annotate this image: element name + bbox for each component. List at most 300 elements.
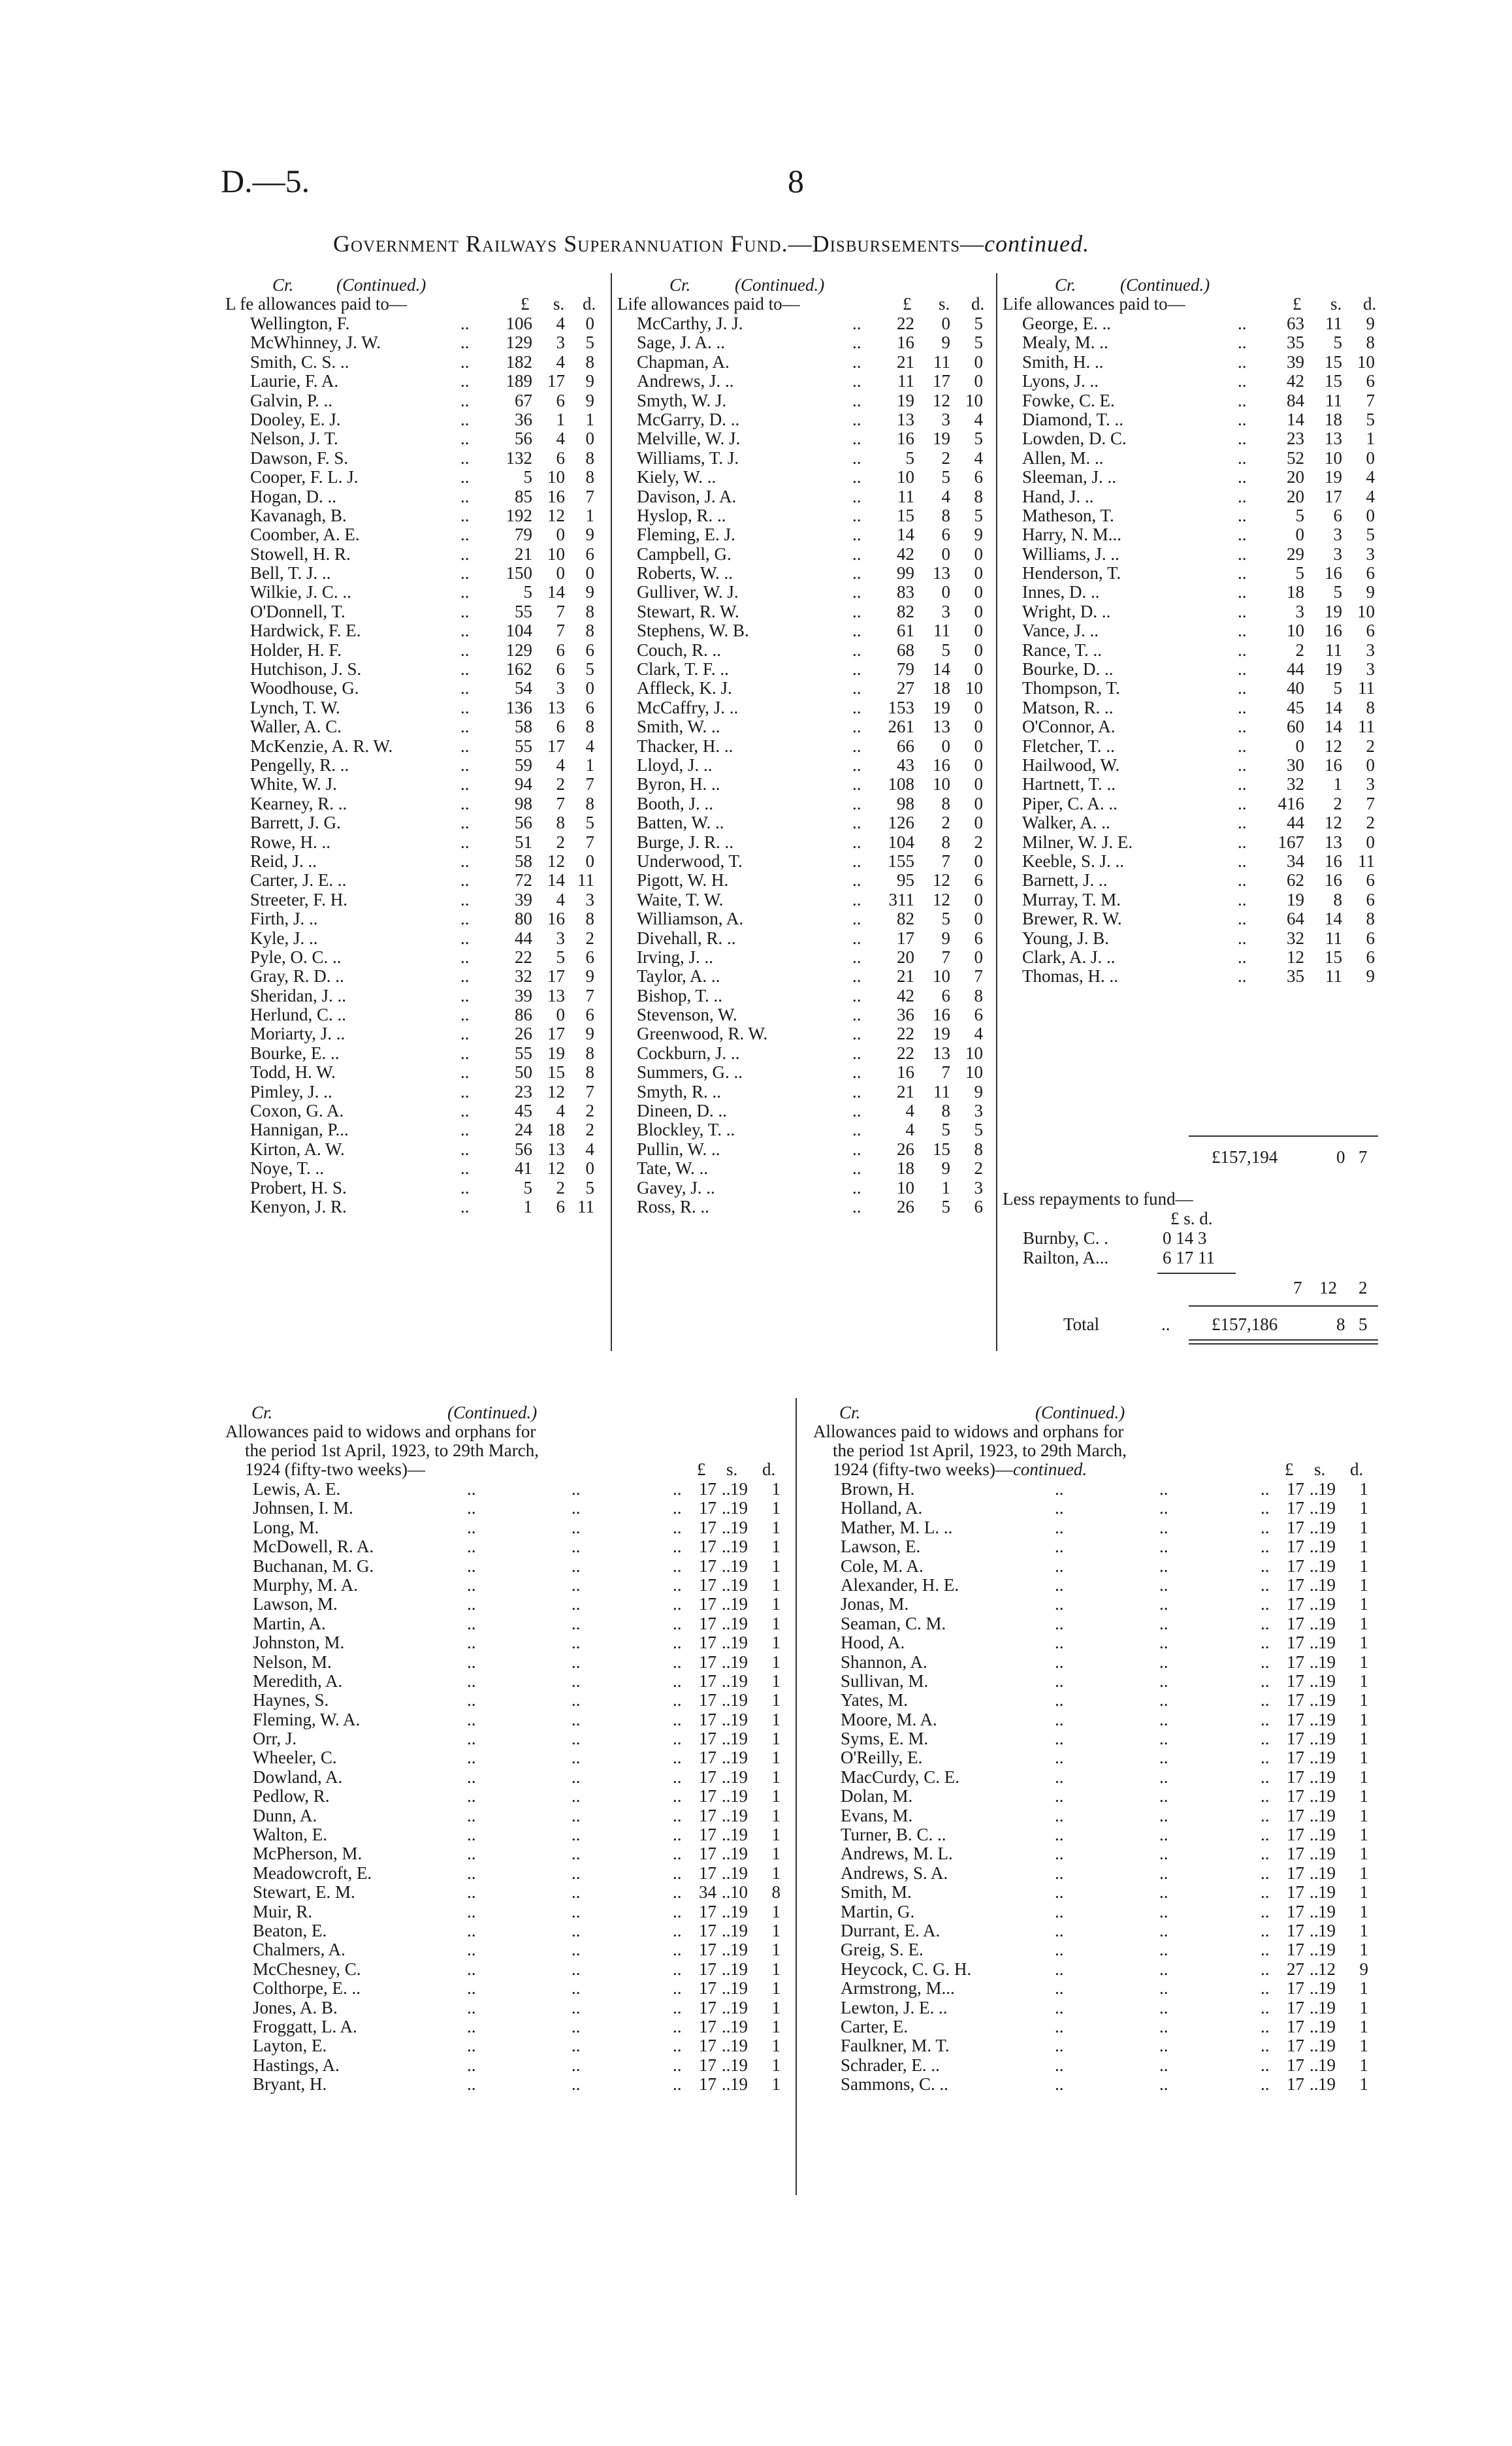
payee-name: Dawson, F. S. — [250, 448, 349, 468]
leader-dots: .. — [1310, 1940, 1319, 1960]
ledger-row — [225, 468, 604, 487]
amount-shillings: 14 — [933, 659, 950, 679]
amount-pounds: 94 — [515, 774, 532, 794]
amount-pounds: 62 — [1287, 870, 1304, 890]
amount-pence: 1 — [771, 1959, 780, 1979]
leader-dots: .. — [1261, 1517, 1270, 1537]
leader-dots: .. — [467, 2036, 476, 2056]
amount-pence: 9 — [974, 1081, 983, 1101]
amount-pence: 1 — [1359, 1633, 1368, 1653]
leader-dots: .. — [673, 1594, 682, 1614]
amount-pence: 0 — [974, 774, 983, 794]
amount-shillings: 6 — [1333, 505, 1342, 525]
amount-pounds: 43 — [897, 755, 914, 775]
ledger-row — [1003, 429, 1381, 448]
life-allowances-heading: Life allowances paid to— — [617, 294, 800, 314]
leader-dots: .. — [722, 1786, 731, 1806]
ledger-row — [617, 1063, 989, 1082]
payee-name: Colthorpe, E. .. — [253, 1978, 361, 1998]
leader-dots: .. — [467, 1978, 476, 1998]
amount-shillings: 19 — [730, 1517, 748, 1537]
amount-shillings: 19 — [730, 1479, 748, 1499]
ledger-row — [225, 1537, 794, 1556]
amount-shillings: 16 — [1325, 851, 1342, 871]
amount-shillings: 17 — [1325, 486, 1342, 506]
amount-shillings: 2 — [1333, 793, 1342, 813]
payee-name: Hogan, D. .. — [250, 486, 336, 506]
payee-name: Bryant, H. — [253, 2074, 327, 2095]
amount-pounds: 10 — [1287, 621, 1304, 641]
amount-pounds: 21 — [897, 351, 914, 372]
amount-shillings: 17 — [547, 966, 565, 987]
amount-pence: 11 — [1358, 678, 1375, 698]
amount-pounds: 11 — [897, 486, 914, 506]
ledger-row — [225, 756, 604, 775]
leader-dots: .. — [571, 1997, 581, 2017]
amount-pounds: 42 — [897, 985, 914, 1005]
payee-name: Mather, M. L. .. — [841, 1517, 953, 1537]
amount-pence: 9 — [974, 525, 983, 545]
ledger-row — [225, 1921, 794, 1940]
leader-dots: .. — [1238, 448, 1247, 468]
leader-dots: .. — [460, 544, 470, 564]
payee-name: Pullin, W. .. — [637, 1139, 720, 1159]
ledger-row — [225, 506, 604, 525]
leader-dots: .. — [1238, 697, 1247, 717]
leader-dots: .. — [722, 1863, 731, 1883]
payee-name: Meredith, A. — [253, 1671, 343, 1691]
leader-dots: .. — [467, 1479, 476, 1499]
amount-shillings: 4 — [556, 429, 565, 449]
leader-dots: .. — [1055, 1997, 1064, 2017]
ledger-row — [617, 641, 989, 660]
payee-name: Roberts, W. .. — [637, 563, 733, 583]
payee-name: Tate, W. .. — [637, 1158, 709, 1179]
leader-dots: .. — [571, 1920, 581, 1940]
leader-dots: .. — [852, 832, 861, 852]
amount-shillings: 10 — [730, 1882, 748, 1902]
amount-pence: 1 — [771, 1767, 780, 1787]
cr-label: Cr. — [1055, 275, 1076, 295]
leader-dots: .. — [722, 1882, 731, 1902]
leader-dots: .. — [852, 1043, 861, 1063]
amount-shillings: 12 — [1325, 736, 1342, 756]
ledger-row — [617, 660, 989, 679]
total-double-rule — [1189, 1339, 1378, 1341]
leader-dots: .. — [1159, 1920, 1168, 1940]
payee-name: Pengelly, R. .. — [250, 755, 349, 775]
total-label: Total — [1063, 1314, 1100, 1334]
leader-dots: .. — [1238, 909, 1247, 929]
payee-name: Thacker, H. .. — [637, 736, 733, 756]
amount-shillings: 19 — [1318, 1556, 1336, 1576]
ledger-row — [225, 429, 604, 448]
amount-pounds: 27 — [897, 678, 914, 698]
payee-name: Barrett, J. G. — [250, 813, 341, 833]
leader-dots: .. — [1159, 1844, 1168, 1864]
pence-header: d. — [1363, 294, 1377, 314]
leader-dots: .. — [673, 1959, 682, 1979]
ledger-row — [1003, 372, 1381, 391]
amount-pounds: 82 — [897, 909, 914, 929]
amount-pounds: 12 — [1287, 947, 1304, 967]
amount-pence: 6 — [585, 697, 594, 717]
payee-name: Cockburn, J. .. — [637, 1043, 740, 1063]
payee-name: Hardwick, F. E. — [250, 621, 361, 641]
ledger-row — [617, 775, 989, 794]
amount-pounds: 98 — [897, 793, 914, 813]
amount-pounds: 17 — [699, 1574, 716, 1595]
amount-shillings: 19 — [730, 1574, 748, 1595]
amount-pounds: 5 — [523, 467, 532, 487]
leader-dots: .. — [460, 582, 470, 602]
ledger-row — [1003, 737, 1381, 756]
amount-pence: 6 — [1366, 889, 1375, 909]
leader-dots: .. — [571, 2036, 581, 2056]
amount-shillings: 19 — [547, 1043, 565, 1063]
repayments-pence: 2 — [1359, 1278, 1368, 1297]
amount-pence: 6 — [1366, 870, 1375, 890]
amount-pence: 1 — [1359, 2074, 1368, 2095]
amount-pounds: 17 — [699, 2055, 716, 2075]
leader-dots: .. — [852, 889, 861, 909]
leader-dots: .. — [1261, 1844, 1270, 1864]
leader-dots: .. — [722, 1709, 731, 1729]
amount-pence: 5 — [585, 1177, 594, 1198]
life-allowances-heading: L fe allowances paid to— — [225, 294, 407, 314]
amount-pounds: 17 — [1287, 1594, 1304, 1614]
amount-shillings: 19 — [1318, 1613, 1336, 1633]
amount-shillings: 13 — [1325, 429, 1342, 449]
amount-shillings: 12 — [933, 889, 950, 909]
leader-dots: .. — [852, 351, 861, 372]
payee-name: Heycock, C. G. H. — [841, 1959, 972, 1979]
ledger-row — [813, 1960, 1381, 1979]
leader-dots: .. — [722, 1690, 731, 1710]
payee-name: Froggatt, L. A. — [253, 2016, 357, 2036]
amount-pence: 0 — [585, 563, 594, 583]
amount-pounds: 17 — [1287, 1940, 1304, 1960]
ledger-row — [225, 1140, 604, 1159]
leader-dots: .. — [1261, 1671, 1270, 1691]
leader-dots: .. — [1159, 1556, 1168, 1576]
amount-shillings: 19 — [1318, 1574, 1336, 1595]
amount-pounds: 58 — [515, 851, 532, 871]
ledger-row — [225, 1768, 794, 1787]
amount-shillings: 15 — [1325, 351, 1342, 372]
amount-shillings: 7 — [556, 601, 565, 621]
amount-shillings: 5 — [556, 947, 565, 967]
amount-shillings: 11 — [1325, 928, 1342, 948]
leader-dots: .. — [1238, 601, 1247, 621]
amount-pence: 1 — [1359, 1517, 1368, 1537]
leader-dots: .. — [1055, 1556, 1064, 1576]
life-allowances-column-1 — [225, 276, 604, 1216]
amount-pence: 2 — [585, 928, 594, 948]
ledger-row — [813, 1806, 1381, 1825]
amount-pence: 7 — [585, 486, 594, 506]
amount-pence: 4 — [974, 1024, 983, 1044]
ledger-row — [225, 775, 604, 794]
ledger-row — [813, 1499, 1381, 1518]
amount-shillings: 19 — [730, 1844, 748, 1864]
amount-pence: 8 — [1366, 697, 1375, 717]
ledger-row — [225, 391, 604, 410]
leader-dots: .. — [722, 1805, 731, 1825]
payee-name: Lloyd, J. .. — [637, 755, 713, 775]
amount-shillings: 19 — [1318, 1863, 1336, 1883]
leader-dots: .. — [1055, 1978, 1064, 1998]
leader-dots: .. — [852, 947, 861, 967]
amount-pence: 1 — [771, 1729, 780, 1749]
leader-dots: .. — [460, 851, 470, 871]
amount-shillings: 10 — [1325, 448, 1342, 468]
leader-dots: .. — [1261, 1729, 1270, 1749]
leader-dots: .. — [1238, 678, 1247, 698]
leader-dots: .. — [673, 2074, 682, 2095]
amount-pounds: 52 — [1287, 448, 1304, 468]
payee-name: Pedlow, R. — [253, 1786, 330, 1806]
amount-pence: 3 — [1366, 544, 1375, 564]
amount-shillings: 19 — [730, 1652, 748, 1672]
amount-pounds: 17 — [699, 1633, 716, 1653]
amount-shillings: 19 — [933, 429, 950, 449]
amount-shillings: 19 — [1318, 1652, 1336, 1672]
amount-pounds: 17 — [1287, 2016, 1304, 2036]
ledger-row — [1003, 487, 1381, 506]
payee-name: Wright, D. .. — [1022, 601, 1111, 621]
amount-pence: 0 — [974, 793, 983, 813]
amount-pence: 0 — [974, 697, 983, 717]
leader-dots: .. — [1261, 2055, 1270, 2075]
heading-line-2: the period 1st April, 1923, to 29th March, — [833, 1441, 1127, 1460]
leader-dots: .. — [1310, 1767, 1319, 1787]
payee-name: Dowland, A. — [253, 1767, 343, 1787]
payee-name: Hastings, A. — [253, 2055, 340, 2075]
amount-pounds: 17 — [699, 1997, 716, 2017]
amount-shillings: 19 — [730, 1920, 748, 1940]
amount-pence: 2 — [974, 1158, 983, 1179]
amount-pounds: 45 — [515, 1101, 532, 1121]
amount-shillings: 13 — [547, 1139, 565, 1159]
ledger-row — [813, 2017, 1381, 2036]
payee-name: Wilkie, J. C. .. — [250, 582, 351, 602]
amount-pounds: 17 — [1287, 1652, 1304, 1672]
amount-pence: 8 — [1366, 909, 1375, 929]
leader-dots: .. — [1238, 870, 1247, 890]
payee-name: O'Reilly, E. — [841, 1748, 923, 1768]
amount-pounds: 132 — [506, 448, 532, 468]
leader-dots: .. — [1310, 1978, 1319, 1998]
amount-shillings: 14 — [1325, 909, 1342, 929]
amount-pence: 0 — [974, 621, 983, 641]
amount-pence: 1 — [771, 1805, 780, 1825]
leader-dots: .. — [722, 1825, 731, 1845]
amount-shillings: 19 — [730, 1633, 748, 1653]
payee-name: Wellington, F. — [250, 314, 350, 333]
amount-pence: 8 — [585, 717, 594, 737]
ledger-row — [225, 1960, 794, 1979]
amount-pounds: 17 — [699, 1594, 716, 1614]
amount-pounds: 17 — [699, 1709, 716, 1729]
amount-pounds: 17 — [1287, 1978, 1304, 1998]
leader-dots: .. — [571, 1709, 581, 1729]
payee-name: McDowell, R. A. — [253, 1537, 374, 1557]
amount-pounds: 17 — [699, 2036, 716, 2056]
amount-shillings: 5 — [1333, 678, 1342, 698]
payee-name: Lowden, D. C. — [1022, 429, 1127, 449]
ledger-row — [1003, 564, 1381, 583]
leader-dots: .. — [722, 1940, 731, 1960]
leader-dots: .. — [1159, 1709, 1168, 1729]
leader-dots: .. — [673, 1709, 682, 1729]
amount-pence: 0 — [1366, 832, 1375, 852]
payee-name: McKenzie, A. R. W. — [250, 736, 393, 756]
amount-pounds: 17 — [1287, 1863, 1304, 1883]
amount-pounds: 261 — [888, 717, 914, 737]
ledger-row — [813, 1537, 1381, 1556]
amount-shillings: 4 — [556, 889, 565, 909]
leader-dots: .. — [852, 755, 861, 775]
amount-pence: 0 — [585, 678, 594, 698]
leader-dots: .. — [722, 2036, 731, 2056]
amount-shillings: 19 — [1318, 1767, 1336, 1787]
amount-pounds: 44 — [1287, 659, 1304, 679]
amount-pence: 1 — [1359, 1498, 1368, 1518]
leader-dots: .. — [852, 601, 861, 621]
amount-pounds: 68 — [897, 640, 914, 660]
amount-pence: 6 — [974, 1005, 983, 1025]
amount-pence: 9 — [585, 966, 594, 987]
leader-dots: .. — [1310, 1556, 1319, 1576]
amount-pounds: 16 — [897, 429, 914, 449]
payee-name: McGarry, D. .. — [637, 409, 740, 429]
amount-pounds: 64 — [1287, 909, 1304, 929]
leader-dots: .. — [722, 1978, 731, 1998]
leader-dots: .. — [852, 966, 861, 987]
leader-dots: .. — [467, 1805, 476, 1825]
leader-dots: .. — [1310, 2016, 1319, 2036]
payee-name: Lewton, J. E. .. — [841, 1997, 948, 2017]
amount-shillings: 15 — [1325, 947, 1342, 967]
payee-name: Kavanagh, B. — [250, 505, 347, 525]
leader-dots: .. — [852, 736, 861, 756]
ledger-row — [813, 1844, 1381, 1863]
leader-dots: .. — [467, 1517, 476, 1537]
leader-dots: .. — [673, 2016, 682, 2036]
amount-pence: 1 — [1359, 1537, 1368, 1557]
leader-dots: .. — [852, 314, 861, 333]
amount-pounds: 20 — [897, 947, 914, 967]
ledger-row — [813, 1576, 1381, 1595]
amount-shillings: 19 — [1318, 2055, 1336, 2075]
leader-dots: .. — [1055, 1805, 1064, 1825]
amount-pounds: 39 — [1287, 351, 1304, 372]
leader-dots: .. — [1159, 1863, 1168, 1883]
ledger-row — [225, 871, 604, 890]
ledger-row — [225, 929, 604, 948]
amount-pence: 2 — [585, 1120, 594, 1140]
leader-dots: .. — [1310, 1805, 1319, 1825]
payee-name: Thompson, T. — [1022, 678, 1120, 698]
amount-pounds: 311 — [888, 889, 914, 909]
ledger-row — [617, 314, 989, 333]
amount-shillings: 7 — [941, 851, 950, 871]
leader-dots: .. — [1055, 2016, 1064, 2036]
column-divider — [611, 273, 612, 1351]
amount-pence: 5 — [974, 1120, 983, 1140]
amount-shillings: 1 — [1333, 774, 1342, 794]
amount-pence: 9 — [1359, 1959, 1368, 1979]
leader-dots: .. — [460, 717, 470, 737]
ledger-row — [813, 1825, 1381, 1844]
amount-pence: 1 — [1366, 429, 1375, 449]
leader-dots: .. — [722, 1537, 731, 1557]
leader-dots: .. — [460, 333, 470, 353]
leader-dots: .. — [1238, 889, 1247, 909]
leader-dots: .. — [467, 1709, 476, 1729]
amount-shillings: 19 — [1325, 601, 1342, 621]
cr-label: Cr. — [272, 275, 294, 295]
payee-name: McCarthy, J. J. — [637, 314, 743, 333]
leader-dots: .. — [1159, 1690, 1168, 1710]
amount-pence: 6 — [974, 1196, 983, 1216]
amount-shillings: 3 — [1333, 544, 1342, 564]
amount-pence: 8 — [585, 601, 594, 621]
ledger-row — [813, 1557, 1381, 1576]
amount-pence: 5 — [585, 333, 594, 353]
ledger-row — [225, 698, 604, 717]
payee-name: Fletcher, T. .. — [1022, 736, 1115, 756]
leader-dots: .. — [722, 1748, 731, 1768]
amount-shillings: 19 — [730, 1690, 748, 1710]
ledger-row — [225, 737, 604, 756]
leader-dots: .. — [673, 1978, 682, 1998]
ledger-row — [617, 1179, 989, 1198]
amount-pounds: 106 — [506, 314, 532, 333]
amount-pounds: 17 — [1287, 1901, 1304, 1921]
ledger-row — [813, 1902, 1381, 1921]
amount-pence: 6 — [1366, 563, 1375, 583]
payee-name: Pyle, O. C. .. — [250, 947, 342, 967]
amount-shillings: 16 — [547, 486, 565, 506]
amount-shillings: 11 — [933, 621, 950, 641]
amount-pence: 8 — [974, 985, 983, 1005]
amount-pounds: 17 — [699, 1940, 716, 1960]
amount-shillings: 5 — [1333, 333, 1342, 353]
amount-pounds: 32 — [1287, 774, 1304, 794]
leader-dots: .. — [460, 640, 470, 660]
leader-dots: .. — [722, 1844, 731, 1864]
ledger-row — [813, 1979, 1381, 1998]
leader-dots: .. — [1055, 1574, 1064, 1595]
amount-shillings: 19 — [730, 1959, 748, 1979]
leader-dots: .. — [852, 774, 861, 794]
ledger-row — [617, 987, 989, 1005]
amount-pence: 1 — [1359, 1940, 1368, 1960]
amount-pence: 0 — [974, 351, 983, 372]
amount-shillings: 17 — [547, 736, 565, 756]
leader-dots: .. — [1261, 1479, 1270, 1499]
amount-shillings: 2 — [556, 1177, 565, 1198]
leader-dots: .. — [460, 525, 470, 545]
payee-name: Burge, J. R. .. — [637, 832, 734, 852]
amount-pence: 0 — [974, 889, 983, 909]
amount-pounds: 95 — [897, 870, 914, 890]
pound-header: £ — [521, 294, 530, 314]
payee-name: Faulkner, M. T. — [841, 2036, 950, 2056]
ledger-row — [225, 525, 604, 544]
